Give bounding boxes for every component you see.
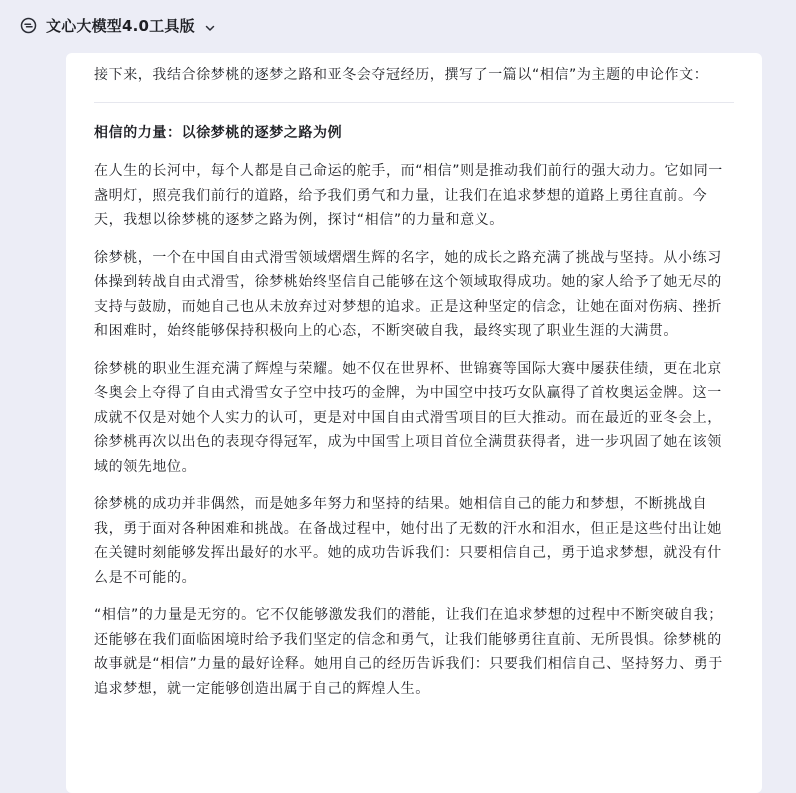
message-content xyxy=(66,53,762,701)
essay-paragraph: 徐梦桃，一个在中国自由式滑雪领域熠熠生辉的名字，她的成长之路充满了挑战与坚持。从小练习体操到转战自由式滑雪，徐梦桃始终坚信自己能够在这个领域取得成功。她的家人给予了她无尽的支持与鼓励，而她自己也从未放弃过对梦想的追求。正是这种坚定的信念，让她在面对伤病、挫折和困难时，始终能够保持积极向上的心态，不断突破自我，最终实现了职业生涯的大满贯。 xyxy=(94,249,722,339)
message-intro: 接下来，我结合徐梦桃的逐梦之路和亚冬会夺冠经历，撰写了一篇以“相信”为主题的申论作文： xyxy=(94,67,709,83)
essay-paragraph: 在人生的长河中，每个人都是自己命运的舵手，而“相信”则是推动我们前行的强大动力。它如同一盏明灯，照亮我们前行的道路，给予我们勇气和力量，让我们在追求梦想的道路上勇往直前。今天，我想以徐梦桃的逐梦之路为例，探讨“相信”的力量和意义。 xyxy=(94,163,723,228)
essay-paragraph: “相信”的力量是无穷的。它不仅能够激发我们的潜能，让我们在追求梦想的过程中不断突破自我；还能够在我们面临困境时给予我们坚定的信念和勇气，让我们能够勇往直前、无所畏惧。徐梦桃的故事就是“相信”力量的最好诠释。她用自己的经历告诉我们：只要我们相信自己、坚持努力、勇于追求梦想，就一定能够创造出属于自己的辉煌人生。 xyxy=(94,607,723,697)
model-name: 文心大模型4.0工具版 xyxy=(46,16,195,35)
model-logo-icon xyxy=(20,17,37,34)
model-selector[interactable] xyxy=(20,15,216,36)
chevron-down-icon[interactable] xyxy=(204,19,216,31)
essay-title: 相信的力量：以徐梦桃的逐梦之路为例 xyxy=(94,124,343,141)
essay-paragraph: 徐梦桃的职业生涯充满了辉煌与荣耀。她不仅在世界杯、世锦赛等国际大赛中屡获佳绩，更在北京冬奥会上夺得了自由式滑雪女子空中技巧的金牌，为中国空中技巧女队赢得了首枚奥运金牌。这一成就不仅是对她个人实力的认可，更是对中国自由式滑雪项目的巨大推动。而在最近的亚冬会上，徐梦桃再次以出色的表现夺得冠军，成为中国雪上项目首位全满贯获得者，进一步巩固了她在该领域的领先地位。 xyxy=(94,360,722,475)
assistant-message-card xyxy=(66,53,762,793)
divider xyxy=(94,102,734,103)
top-header xyxy=(0,0,796,50)
essay-paragraph: 徐梦桃的成功并非偶然，而是她多年努力和坚持的结果。她相信自己的能力和梦想，不断挑战自我，勇于面对各种困难和挑战。在备战过程中，她付出了无数的汗水和泪水，但正是这些付出让她在关键时刻能够发挥出最好的水平。她的成功告诉我们：只要相信自己，勇于追求梦想，就没有什么是不可能的。 xyxy=(94,496,722,586)
